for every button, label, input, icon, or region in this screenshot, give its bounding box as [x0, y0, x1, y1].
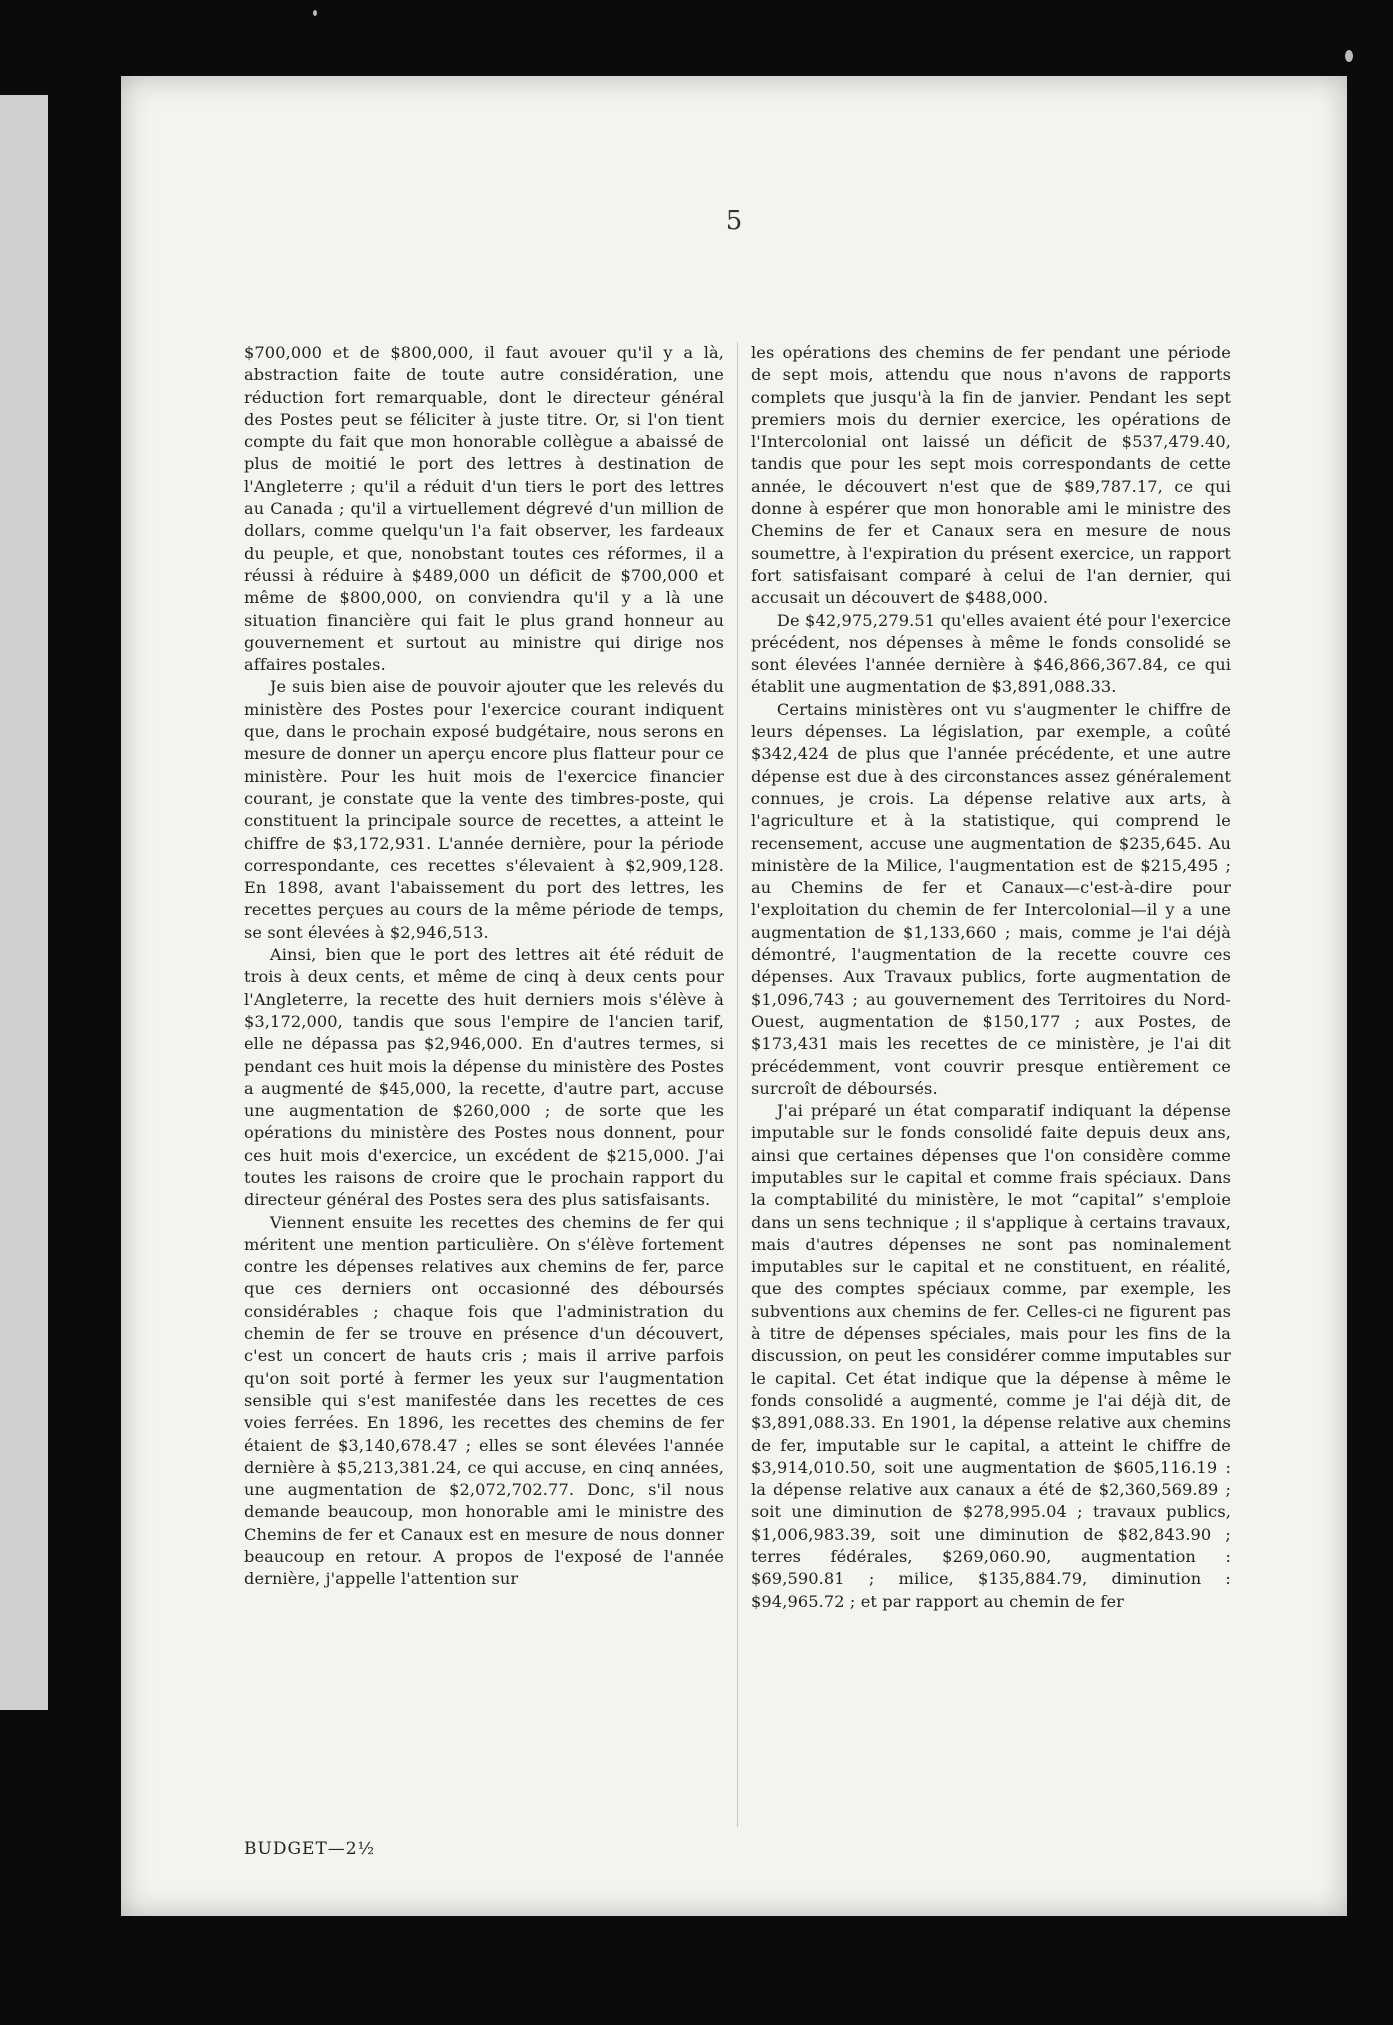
paragraph: J'ai préparé un état comparatif indiquant la dépense imputable sur le fonds consolidé faite depuis deux ans, ainsi que certaines dépenses que l'on considère comme imputables sur le capital et comme frais spéciaux. Dans la comptabilité du ministère, le mot “capital” s'emploie dans un sens technique ; il s'applique à certains travaux, mais d'autres dépenses ne sont pas nominalement imputables sur le capital et ne constituent, en réalité, que des comptes spéciaux comme, par exemple, les subventions aux chemins de fer. Celles-ci ne figurent pas à titre de dépenses spéciales, mais pour les fins de la discussion, on peut les considérer comme imputables sur le capital. Cet état indique que la dépense à même le fonds consolidé a augmenté, comme je l'ai déjà dit, de $3,891,088.33. En 1901, la dépense relative aux chemins de fer, imputable sur le capital, a atteint le chiffre de $3,914,010.50, soit une augmentation de $605,116.19 : la dépense relative aux canaux a été de $2,360,569.89 ; soit une diminution de $278,995.04 ; travaux publics, $1,006,983.39, soit une diminution de $82,843.90 ; terres fédérales, $269,060.90, augmentation : $69,590.81 ; milice, $135,884.79, diminution : $94,965.72 ; et par rapport au chemin de fer	[751, 1101, 1231, 1611]
paragraph: Viennent ensuite les recettes des chemins de fer qui méritent une mention particulière. On s'élève fortement contre les dépenses relatives aux chemins de fer, parce que ces derniers ont occasionné des déboursés considérables ; chaque fois que l'administration du chemin de fer se trouve en présence d'un découvert, c'est un concert de hauts cris ; mais il arrive parfois qu'on soit porté à fermer les yeux sur l'augmentation sensible qui s'est manifestée dans les recettes de ces voies ferrées. En 1896, les recettes des chemins de fer étaient de $3,140,678.47 ; elles se sont élevées l'année dernière à $5,213,381.24, ce qui accuse, en cinq années, une augmentation de $2,072,702.77. Donc, s'il nous demande beaucoup, mon honorable ami le ministre des Chemins de fer et Canaux est en mesure de nous donner beaucoup en retour. A propos de l'exposé de l'année dernière, j'appelle l'attention sur	[244, 1212, 724, 1589]
signature-mark: BUDGET—2½	[244, 1839, 376, 1859]
paragraph: $700,000 et de $800,000, il faut avouer qu'il y a là, abstraction faite de toute autre considération, une réduction fort remarquable, dont le directeur général des Postes peut se féliciter à juste titre. Or, si l'on tient compte du fait que mon honorable collègue a abaissé de plus de moitié le port des lettres à destination de l'Angleterre ; qu'il a réduit d'un tiers le port des lettres au Canada ; qu'il a virtuellement dégrevé d'un million de dollars, comme quelqu'un l'a fait observer, les fardeaux du peuple, et que, nonobstant toutes ces réformes, il a réussi à réduire à $489,000 un déficit de $700,000 et même de $800,000, on conviendra qu'il y a là une situation financière qui fait le plus grand honneur au gouvernement et surtout au ministre qui dirige nos affaires postales.	[244, 343, 724, 675]
adjacent-page-edge	[0, 95, 48, 1710]
paragraph: les opérations des chemins de fer pendant une période de sept mois, attendu que nous n'avons de rapports complets que jusqu'à la fin de janvier. Pendant les sept premiers mois du dernier exercice, les opérations de l'Intercolonial ont laissé un déficit de $537,479.40, tandis que pour les sept mois correspondants de cette année, le découvert n'est que de $89,787.17, ce qui donne à espérer que mon honorable ami le ministre des Chemins de fer et Canaux sera en mesure de nous soumettre, à l'expiration du présent exercice, un rapport fort satisfaisant comparé à celui de l'an dernier, qui accusait un découvert de $488,000.	[751, 343, 1231, 608]
paragraph: Je suis bien aise de pouvoir ajouter que les relevés du ministère des Postes pour l'exercice courant indiquent que, dans le prochain exposé budgétaire, nous serons en mesure de donner un aperçu encore plus flatteur pour ce ministère. Pour les huit mois de l'exercice financier courant, je constate que la vente des timbres-poste, qui constituent la principale source de recettes, a atteint le chiffre de $3,172,931. L'année dernière, pour la période correspondante, ces recettes s'élevaient à $2,909,128. En 1898, avant l'abaissement du port des lettres, les recettes perçues au cours de la même période de temps, se sont élevées à $2,946,513.	[244, 677, 724, 942]
document-page	[121, 76, 1347, 1916]
scan-speck	[1345, 50, 1353, 62]
right-text-column	[751, 342, 1231, 1613]
paragraph: Certains ministères ont vu s'augmenter le chiffre de leurs dépenses. La législation, par exemple, a coûté $342,424 de plus que l'année précédente, et une autre dépense est due à des circonstances assez généralement connues, je crois. La dépense relative aux arts, à l'agriculture et à la statistique, qui comprend le recensement, accuse une augmentation de $235,645. Au ministère de la Milice, l'augmentation est de $215,495 ; au Chemins de fer et Canaux—c'est-à-dire pour l'exploitation du chemin de fer Intercolonial—il y a une augmentation de $1,133,660 ; mais, comme je l'ai déjà démontré, l'augmentation de la recette couvre ces dépenses. Aux Travaux publics, forte augmentation de $1,096,743 ; au gouvernement des Territoires du Nord-Ouest, augmentation de $150,177 ; aux Postes, de $173,431 mais les recettes de ce ministère, je l'ai dit précédemment, vont couvrir presque entièrement ce surcroît de déboursés.	[751, 699, 1231, 1098]
paragraph: Ainsi, bien que le port des lettres ait été réduit de trois à deux cents, et même de cinq à deux cents pour l'Angleterre, la recette des huit derniers mois s'élève à $3,172,000, tandis que sous l'empire de l'ancien tarif, elle ne dépassa pas $2,946,000. En d'autres termes, si pendant ces huit mois la dépense du ministère des Postes a augmenté de $45,000, la recette, d'autre part, accuse une augmentation de $260,000 ; de sorte que les opérations du ministère des Postes nous donnent, pour ces huit mois d'exercice, un excédent de $215,000. J'ai toutes les raisons de croire que le prochain rapport du directeur général des Postes sera des plus satisfaisants.	[244, 945, 724, 1210]
scan-speck	[313, 10, 317, 16]
left-text-column	[244, 342, 724, 1591]
page-number: 5	[725, 206, 743, 236]
column-divider	[737, 342, 738, 1827]
paragraph: De $42,975,279.51 qu'elles avaient été pour l'exercice précédent, nos dépenses à même le fonds consolidé se sont élevées l'année dernière à $46,866,367.84, ce qui établit une augmentation de $3,891,088.33.	[751, 610, 1231, 697]
